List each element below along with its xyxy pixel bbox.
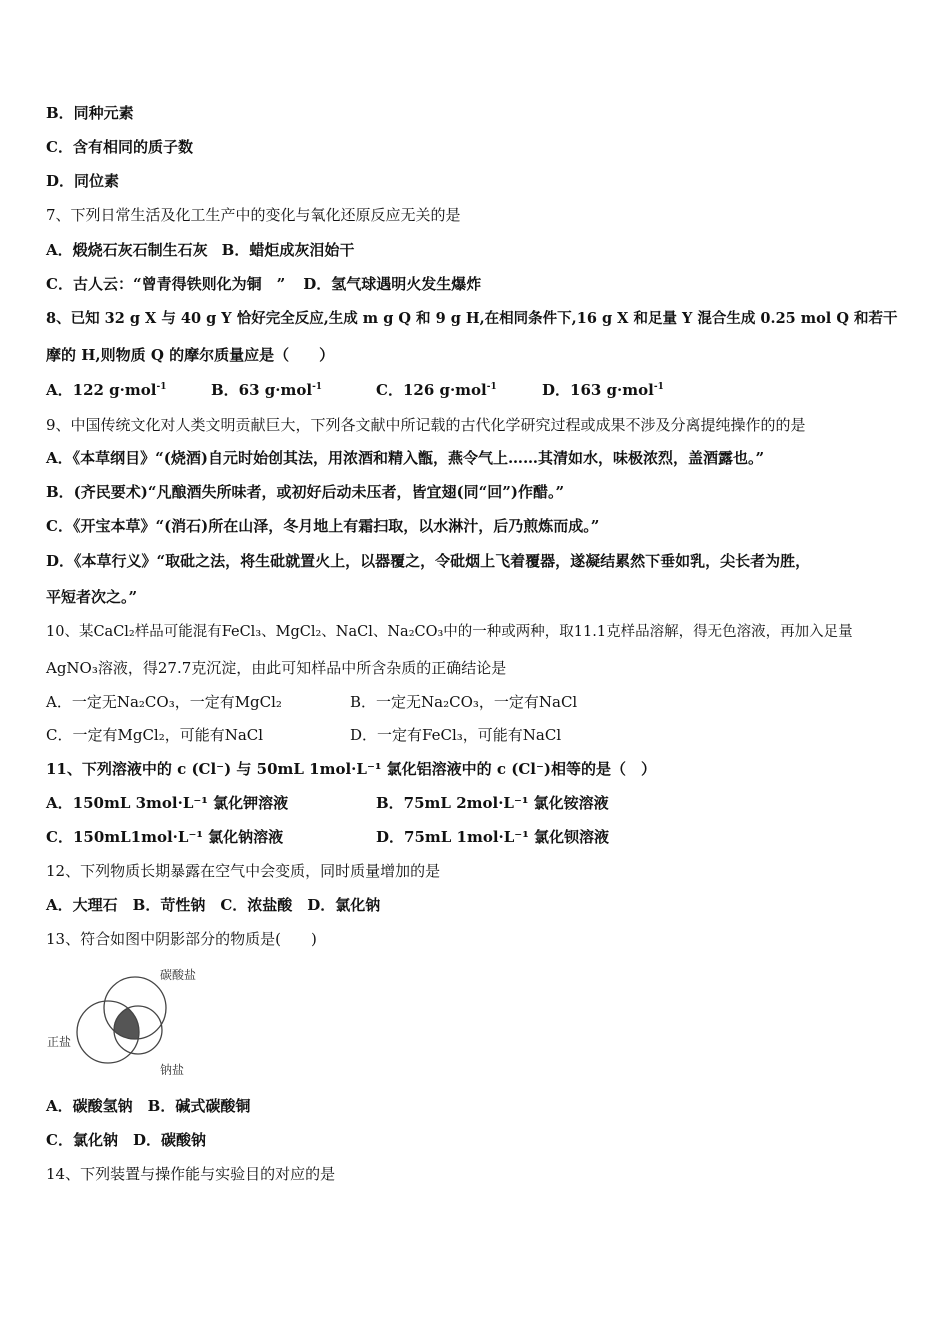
venn-label-sodium-salt: 钠盐 xyxy=(160,1063,185,1077)
q13-options-cd: C．氯化钠 D．碳酸钠 xyxy=(46,1131,206,1149)
q8-option-a: A．122 g·mol$^{-1}$ xyxy=(46,381,167,399)
q10-stem-line1: 10、某CaCl₂样品可能混有FeCl₃、MgCl₂、NaCl、Na₂CO₃中的一种或两种，取11.1克样品溶解，得无色溶液，再加入足量 xyxy=(46,624,853,640)
q6-option-d: D．同位素 xyxy=(46,172,120,190)
q7-option-a: A．煅烧石灰石制生石灰 xyxy=(46,241,208,259)
q13-options-ab: A．碳酸氢钠 B．碱式碳酸铜 xyxy=(46,1097,251,1115)
q13-stem: 13、符合如图中阴影部分的物质是( ) xyxy=(46,930,317,948)
venn-diagram xyxy=(44,960,214,1082)
q11-stem: 11、下列溶液中的 c (Cl⁻) 与 50mL 1mol·L⁻¹ 氯化铝溶液中的 c (Cl⁻)相等的是（ ） xyxy=(46,760,656,778)
q7-options-cd xyxy=(46,274,481,294)
q11-option-b: B．75mL 2mol·L⁻¹ 氯化铵溶液 xyxy=(376,794,609,812)
q9-option-c: C．《开宝本草》“(消石)所在山泽，冬月地上有霜扫取，以水淋汁，后乃煎炼而成。” xyxy=(46,517,600,535)
q12-options: A．大理石 B．苛性钠 C．浓盐酸 D．氯化钠 xyxy=(46,896,381,914)
q7-option-b: B．蜡炬成灰泪始干 xyxy=(221,241,355,259)
q8-option-b: B．63 g·mol$^{-1}$ xyxy=(211,381,323,399)
q8-stem-line1: 8、已知 32 g X 与 40 g Y 恰好完全反应,生成 m g Q 和 9 g H,在相同条件下,16 g X 和足量 Y 混合生成 0.25 mol Q 和若干 xyxy=(46,310,898,327)
q10-option-d: D．一定有FeCl₃，可能有NaCl xyxy=(350,726,562,744)
q10-option-c: C．一定有MgCl₂，可能有NaCl xyxy=(46,726,264,744)
q10-option-b: B．一定无Na₂CO₃，一定有NaCl xyxy=(350,693,578,711)
q6-option-c: C．含有相同的质子数 xyxy=(46,138,193,156)
q9-option-d-line1: D．《本草行义》“取砒之法，将生砒就置火上，以器覆之，令砒烟上飞着覆器，遂凝结累然下垂如乳，尖长者为胜， xyxy=(46,552,811,570)
q11-option-d: D．75mL 1mol·L⁻¹ 氯化钡溶液 xyxy=(376,828,610,846)
q6-option-b: B．同种元素 xyxy=(46,104,134,122)
q14-stem: 14、下列装置与操作能与实验目的对应的是 xyxy=(46,1165,336,1183)
q8-option-d: D．163 g·mol$^{-1}$ xyxy=(542,381,664,399)
q8-stem-line2: 摩的 H,则物质 Q 的摩尔质量应是（ ） xyxy=(46,346,335,364)
q7-options-ab xyxy=(46,240,354,260)
q10-stem-line2: AgNO₃溶液，得27.7克沉淀，由此可知样品中所含杂质的正确结论是 xyxy=(46,659,507,677)
q9-option-b: B．(齐民要术)“凡酿酒失所味者，或初好后动未压者，皆宜翅(同“回”)作醋。” xyxy=(46,483,565,501)
q8-option-c: C．126 g·mol$^{-1}$ xyxy=(376,381,497,399)
q9-option-d-line2: 平短者次之。” xyxy=(46,588,138,606)
q7-stem: 7、下列日常生活及化工生产中的变化与氧化还原反应无关的是 xyxy=(46,206,461,224)
q9-option-a: A．《本草纲目》“(烧酒)自元时始创其法，用浓酒和精入甑，燕令气上……其清如水，味极浓烈，盖酒露也。” xyxy=(46,449,765,467)
q11-option-a: A．150mL 3mol·L⁻¹ 氯化钾溶液 xyxy=(46,794,289,812)
venn-label-carbonate: 碳酸盐 xyxy=(160,968,197,982)
q10-option-a: A．一定无Na₂CO₃，一定有MgCl₂ xyxy=(46,693,282,711)
q7-option-d: D．氢气球遇明火发生爆炸 xyxy=(303,275,482,293)
q11-option-c: C．150mL1mol·L⁻¹ 氯化钠溶液 xyxy=(46,828,284,846)
q9-stem: 9、中国传统文化对人类文明贡献巨大，下列各文献中所记载的古代化学研究过程或成果不涉及分离提纯操作的的是 xyxy=(46,416,806,434)
venn-label-normal-salt: 正盐 xyxy=(47,1035,72,1049)
q12-stem: 12、下列物质长期暴露在空气中会变质，同时质量增加的是 xyxy=(46,862,441,880)
q7-option-c: C．古人云：“曾青得铁则化为铜 ” xyxy=(46,275,286,293)
